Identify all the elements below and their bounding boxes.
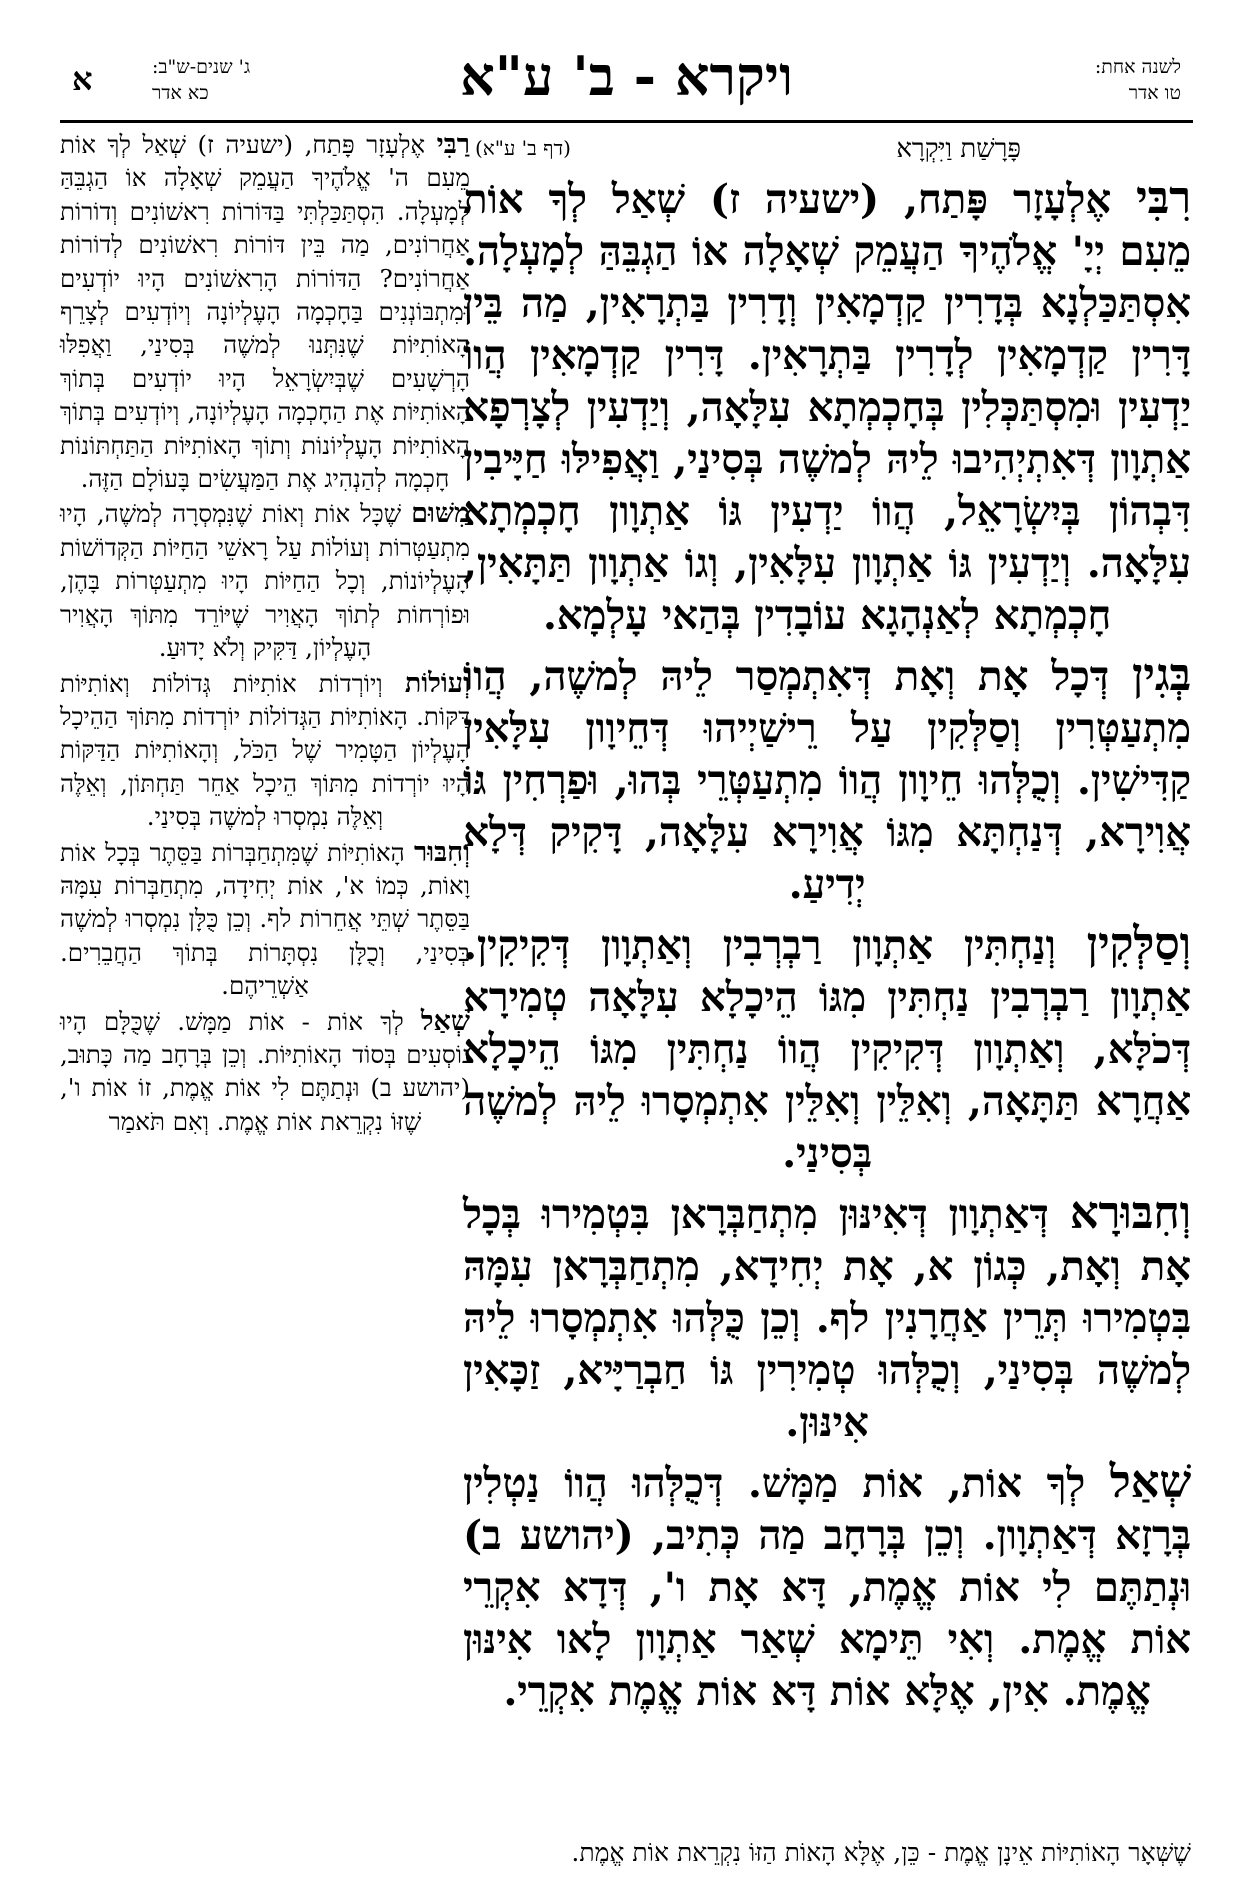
page-title: ויקרא - ב' ע"א <box>460 44 793 108</box>
section-heading <box>463 128 1191 172</box>
paragraph-text: לְךָ אוֹת, אוֹת מַמָּשׁ. דְּכֻלְּהוּ הֲווֹ נַטְלִין בְּרָזָא דְּאַתְוָון. וְכֵן בְּרָחָב מַה כְּתִיב, (יהושע ב) וּנְתַתֶּם לִי אוֹת אֱמֶת, דָּא אָת ו', דְּדָא אִקְרֵי אוֹת אֱמֶת. וְאִי תֵּימָא שְׁאַר אַתְוָון לָאו אִינּוּן אֱמֶת. אִין, אֶלָּא אוֹת דָּא אוֹת אֱמֶת אִקְרֵי. <box>463 1459 1191 1715</box>
paragraph-text: דְּאַתְוָון דְּאִינּוּן מִתְחַבְּרָאן בִּטְמִירוּ בְּכָל אָת וְאָת, כְּגוֹן א, אָת יְחִידָא, מִתְחַבְּרָאן עִמָּהּ בִּטְמִירוּ תְּרֵין אַחֲרָנִין לף. וְכֵן כֻּלְּהוּ אִתְמְסָרוּ לֵיהּ לְמשֶׁה בְּסִינַי, וְכֻלְּהוּ טְמִירִין גּוֹ חַבְרַיָּיא, זַכָּאִין אִינּוּן. <box>463 1190 1191 1446</box>
header-date-three-years <box>152 54 367 106</box>
translation-paragraph <box>60 497 470 664</box>
paragraph-lead-word: שְׁאַל <box>420 1005 470 1037</box>
main-paragraph <box>463 1456 1191 1717</box>
daf-reference: (דף ב' ע"א) <box>475 136 571 160</box>
paragraph-text: דְּכָל אָת וְאָת דְּאִתְמְסַר לֵיהּ לְמשֶׁה, הֲווֹ מִתְעַטְּרִין וְסַלְּקִין עַל רֵישַׁיְיהוּ דְּחֵיוָון עִלָּאִין קַדִּישִׁין. וְכֻלְּהוּ חֵיוָון הֲווֹ מִתְעַטְּרֵי בְּהוּ, וּפַרְחִין גּוֹ אֲוִירָא, דְּנַחְתָּא מִגּוֹ אֲוִירָא עִלָּאָה, דָּקִיק דְּלָא יְדִיעַ. <box>463 652 1191 908</box>
paragraph-lead-word: מִשּׁוּם <box>411 498 470 530</box>
paragraph-text: וְנַחְתִּין אַתְוָון רַבְרְבִין וְאַתְוָון דְּקִיקִין. אַתְוָון רַבְרְבִין נַחְתִּין מִגּוֹ הֵיכָלָא עִלָּאָה טְמִירָא דְּכֹלָּא, וְאַתְוָון דְּקִיקִין הֲווֹ נַחְתִּין מִגּוֹ הֵיכָלָא אַחֲרָא תַּתָּאָה, וְאִלֵּין וְאִלֵּין אִתְמְסָרוּ לֵיהּ לְמשֶׁה בְּסִינַי. <box>463 921 1191 1177</box>
paragraph-text: אֶלְעָזָר פָּתַח, (ישעיה ז) שְׁאַל לְךָ אוֹת מֵעִם ה' אֱלֹהֶיךָ הַעֲמֵק שְׁאָלָה אוֹ הַגְבֵּהַּ לְמָעְלָה. הִסְתַּכַּלְתִּי בַּדּוֹרוֹת רִאשׁוֹנִים וְדוֹרוֹת אַחֲרוֹנִים, מַה בֵּין דּוֹרוֹת רִאשׁוֹנִים לְדוֹרוֹת אַחֲרוֹנִים? הַדּוֹרוֹת הָרִאשׁוֹנִים הָיוּ יוֹדְעִים וּמִתְבּוֹנְנִים בַּחָכְמָה הָעֶלְיוֹנָה וְיוֹדְעִים לְצָרֵף הָאוֹתִיּוֹת שֶׁנִּתְּנוּ לְמשֶׁה בְּסִינַי, וַאֲפִלּוּ הָרְשָׁעִים שֶׁבְּיִשְׂרָאֵל הָיוּ יוֹדְעִים בְּתוֹךְ הָאוֹתִיּוֹת אֶת הַחָכְמָה הָעֶלְיוֹנָה, וְיוֹדְעִים בְּתוֹךְ הָאוֹתִיּוֹת הָעֶלְיוֹנוֹת וְתוֹךְ הָאוֹתִיּוֹת הַתַּחְתּוֹנוֹת חָכְמָה לְהַנְהִיג אֶת הַמַּעֲשִׂים בָּעוֹלָם הַזֶּה. <box>60 130 470 494</box>
translation-paragraph <box>60 667 470 834</box>
paragraph-lead-word: בְּגִין <box>1131 648 1191 701</box>
paragraph-lead-word: רִבִּי <box>1136 171 1191 224</box>
main-paragraph <box>463 172 1191 641</box>
translation-paragraph <box>60 1005 470 1139</box>
parsha-name: פָּרָשַׁת וַיִּקְרָא <box>896 134 1021 164</box>
header-date-three-years-value: כא אדר <box>152 82 209 104</box>
paragraph-lead-word: וְסַלְּקִין <box>1086 917 1191 970</box>
header-divider <box>60 120 1193 123</box>
main-paragraph <box>463 1187 1191 1448</box>
translation-paragraph <box>60 128 470 495</box>
footer-continuation: שֶׁשְּׁאָר הָאוֹתִיּוֹת אֵינָן אֱמֶת - כֵּן, אֶלָּא הָאוֹת הַזּוֹ נִקְרֵאת אוֹת אֱמֶת. <box>571 1838 1191 1867</box>
header-date-one-year-value: טו אדר <box>1128 82 1181 104</box>
main-paragraph <box>463 649 1191 910</box>
header-schedule-one-year: לשנה אחת: <box>1094 56 1181 78</box>
translation-paragraph <box>60 836 470 1003</box>
paragraph-text: אֶלְעָזָר פָּתַח, (ישעיה ז) שְׁאַל לְךָ אוֹת מֵעִם יְיָ' אֱלֹהֶיךָ הַעֲמֵק שְׁאָלָה אוֹ הַגְבֵּהַּ לְמָעְלָה. אִסְתַּכַּלְנָא בְּדָרִין קַדְמָאִין וְדָרִין בַּתְרָאִין, מַה בֵּין דָּרִין קַדְמָאִין לְדָרִין בַּתְרָאִין. דָּרִין קַדְמָאִין הֲווֹ יַדְעִין וּמִסְתַּכְּלִין בְּחָכְמְתָא עִלָּאָה, וְיַדְעִין לְצָרְפָא אַתְוָון דְּאִתְיְהִיבוּ לֵיהּ לְמשֶׁה בְּסִינַי, וַאֲפִילּוּ חַיָּיבִין דִּבְהוֹן בְּיִשְׂרָאֵל, הֲווֹ יַדְעִין גּוֹ אַתְוָון חָכְמְתָא עִלָּאָה. וְיַדְעִין גּוֹ אַתְוָון עִלָּאִין, וְגוֹ אַתְוָון תַּתָּאִין, חָכְמְתָא לְאַנְהָגָא עוֹבָדִין בְּהַאי עָלְמָא. <box>463 175 1191 639</box>
paragraph-text: הָאוֹתִיּוֹת שֶׁמִּתְחַבְּרוֹת בַּסֵּתֶר בְּכָל אוֹת וָאוֹת, כְּמוֹ א', אוֹת יְחִידָה, מִתְחַבְּרוֹת עִמָּהּ בַּסֵּתֶר שְׁתֵּי אֲחֵרוֹת לף. וְכֵן כֻּלָּן נִמְסְרוּ לְמשֶׁה בְּסִינַי, וְכֻלָּן נִסְתָּרוֹת בְּתוֹךְ הַחֲבֵרִים. אַשְׁרֵיהֶם. <box>60 837 470 1001</box>
main-paragraph <box>463 918 1191 1179</box>
paragraph-lead-word: וְחִבּוּרָא <box>1069 1186 1191 1239</box>
paragraph-lead-word: רַבִּי <box>436 129 470 160</box>
paragraph-lead-word: וְעוֹלוֹת <box>404 667 470 699</box>
header-schedule-three-years: ג' שנים-ש"ב: <box>152 56 251 78</box>
page-number: א <box>72 60 93 98</box>
paragraph-lead-word: וְחִבּוּר <box>413 836 471 868</box>
paragraph-text: לְךָ אוֹת - אוֹת מַמָּשׁ. שֶׁכֻּלָּם הָיוּ נוֹסְעִים בְּסוֹד הָאוֹתִיּוֹת. וְכֵן בְּרָחָב מַה כָּתוּב, (יהושע ב) וּנְתַתֶּם לִי אוֹת אֱמֶת, זוֹ אוֹת ו', שֶׁזּוֹ נִקְרֵאת אוֹת אֱמֶת. וְאִם תֹּאמַר <box>60 1006 470 1136</box>
translation-column <box>60 128 470 1838</box>
paragraph-lead-word: שְׁאַל <box>1109 1455 1191 1508</box>
paragraph-text: שֶׁכָּל אוֹת וְאוֹת שֶׁנִּמְסְרָה לְמשֶׁה, הָיוּ מִתְעַטְּרוֹת וְעוֹלוֹת עַל רָאשֵׁי הַחַיּוֹת הַקְּדוֹשׁוֹת הָעֶלְיוֹנוֹת, וְכָל הַחַיּוֹת הָיוּ מִתְעַטְּרוֹת בָּהֶן, וּפוֹרְחוֹת לְתוֹךְ הָאֲוִיר שֶׁיּוֹרֵד מִתּוֹךְ הָאֲוִיר הָעֶלְיוֹן, דַּקִּיק וְלֹא יָדוּעַ. <box>60 499 470 663</box>
paragraph-text: וְיוֹרְדוֹת אוֹתִיּוֹת גְּדוֹלוֹת וְאוֹתִיּוֹת דַּקּוֹת. הָאוֹתִיּוֹת הַגְּדוֹלוֹת יוֹרְדוֹת מִתּוֹךְ הַהֵיכָל הָעֶלְיוֹן הַטָּמִיר שֶׁל הַכֹּל, וְהָאוֹתִיּוֹת הַדַּקּוֹת הָיוּ יוֹרְדוֹת מִתּוֹךְ הֵיכָל אַחֵר תַּחְתּוֹן, וְאֵלֶּה וְאֵלֶּה נִמְסְרוּ לְמשֶׁה בְּסִינַי. <box>60 668 470 832</box>
main-text-column <box>463 128 1191 1838</box>
